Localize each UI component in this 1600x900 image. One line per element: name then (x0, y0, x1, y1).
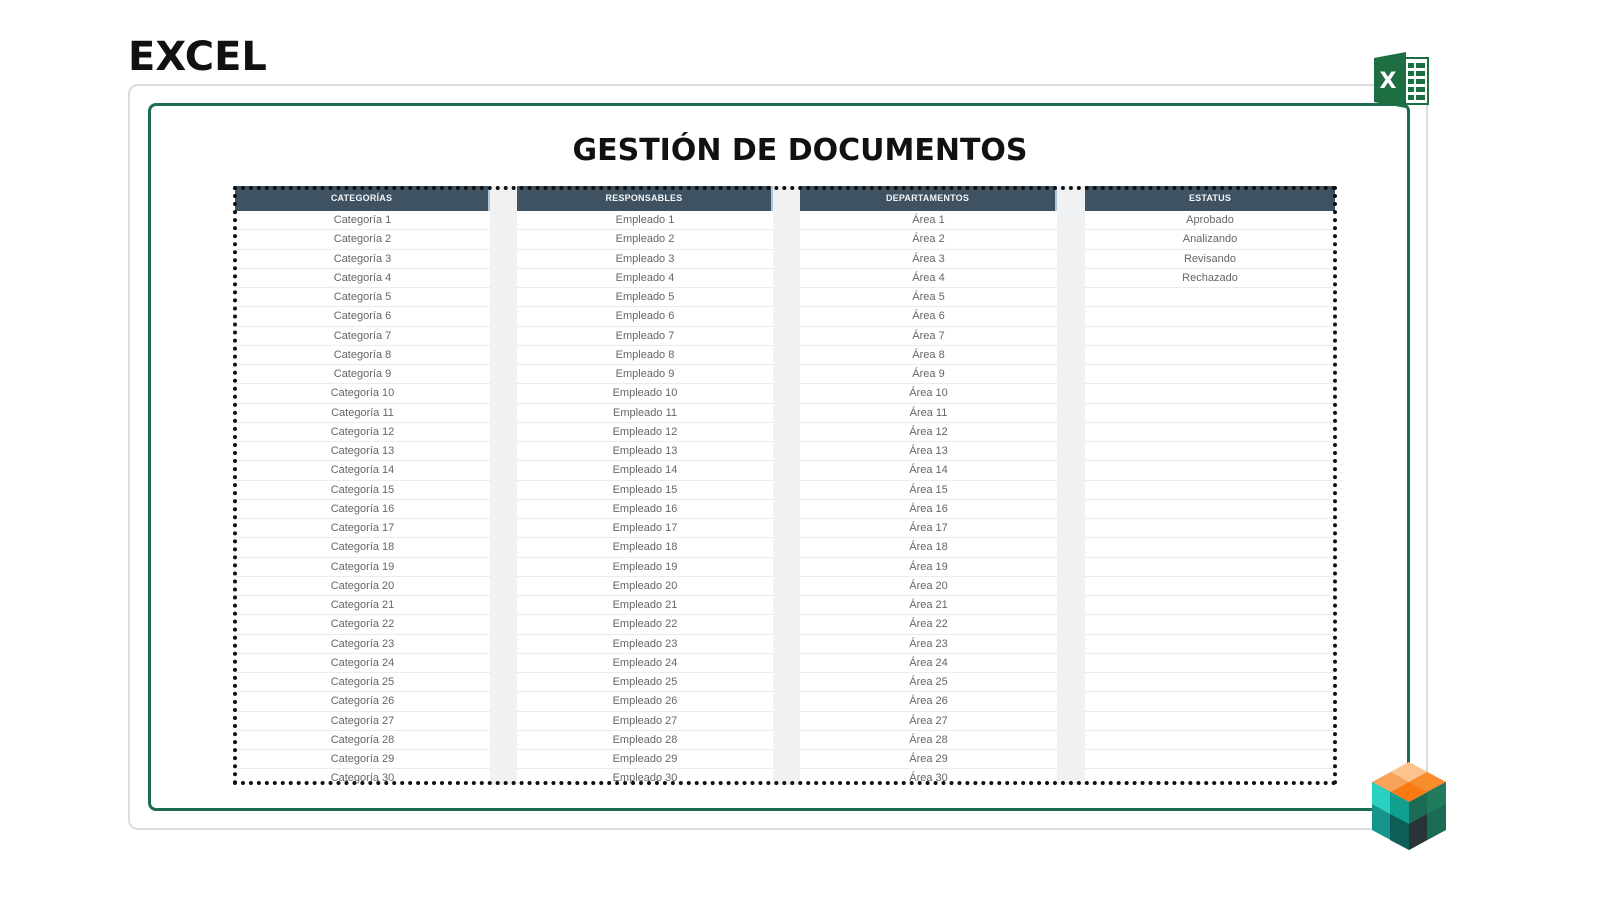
table-cell[interactable]: Área 2 (800, 230, 1057, 249)
table-cell[interactable] (1085, 731, 1335, 750)
table-cell[interactable]: Empleado 30 (517, 769, 773, 785)
table-cell[interactable]: Área 23 (800, 635, 1057, 654)
spreadsheet-table (233, 186, 1337, 785)
table-cell[interactable] (1085, 596, 1335, 615)
table-cell[interactable]: Categoría 17 (235, 519, 490, 538)
table-cell[interactable]: Área 5 (800, 288, 1057, 307)
table-cell[interactable] (1085, 538, 1335, 557)
table-cell[interactable]: Categoría 9 (235, 365, 490, 384)
table-cell[interactable]: Empleado 18 (517, 538, 773, 557)
table-cell[interactable] (1085, 692, 1335, 711)
table-cell[interactable]: Área 18 (800, 538, 1057, 557)
column-gap (773, 186, 800, 785)
table-cell[interactable] (1085, 577, 1335, 596)
table-cell[interactable] (1085, 404, 1335, 423)
table-cell[interactable] (1085, 384, 1335, 403)
column-header[interactable]: DEPARTAMENTOS (800, 186, 1057, 211)
table-cell[interactable] (1085, 769, 1335, 785)
table-cell[interactable]: Categoría 19 (235, 558, 490, 577)
table-cell[interactable]: Categoría 24 (235, 654, 490, 673)
table-cell[interactable]: Área 9 (800, 365, 1057, 384)
table-cell[interactable]: Empleado 3 (517, 250, 773, 269)
table-cell[interactable]: Área 20 (800, 577, 1057, 596)
table-cell[interactable]: Área 27 (800, 712, 1057, 731)
table-cell[interactable]: Área 14 (800, 461, 1057, 480)
table-cell[interactable] (1085, 673, 1335, 692)
table-cell[interactable]: Categoría 16 (235, 500, 490, 519)
table-cell[interactable]: Empleado 26 (517, 692, 773, 711)
table-cell[interactable]: Empleado 9 (517, 365, 773, 384)
table-cell[interactable] (1085, 500, 1335, 519)
table-cell[interactable]: Área 13 (800, 442, 1057, 461)
cube-logo-icon (1372, 762, 1446, 850)
table-cell[interactable] (1085, 461, 1335, 480)
table-cell[interactable]: Categoría 7 (235, 327, 490, 346)
column-header[interactable]: CATEGORÍAS (235, 186, 490, 211)
table-cell[interactable]: Categoría 2 (235, 230, 490, 249)
table-cell[interactable]: Área 25 (800, 673, 1057, 692)
table-cell[interactable]: Categoría 1 (235, 211, 490, 230)
table-cell[interactable] (1085, 442, 1335, 461)
table-cell[interactable]: Área 3 (800, 250, 1057, 269)
table-cell[interactable]: Categoría 29 (235, 750, 490, 769)
column-header[interactable]: RESPONSABLES (517, 186, 773, 211)
table-cell[interactable]: Categoría 14 (235, 461, 490, 480)
table-cell[interactable]: Categoría 26 (235, 692, 490, 711)
table-cell[interactable] (1085, 712, 1335, 731)
table-cell[interactable]: Empleado 28 (517, 731, 773, 750)
table-cell[interactable]: Área 28 (800, 731, 1057, 750)
table-cell[interactable]: Empleado 2 (517, 230, 773, 249)
table-cell[interactable]: Categoría 4 (235, 269, 490, 288)
table-cell[interactable]: Área 15 (800, 481, 1057, 500)
table-cell[interactable]: Empleado 16 (517, 500, 773, 519)
table-cell[interactable]: Categoría 30 (235, 769, 490, 785)
document-title: GESTIÓN DE DOCUMENTOS (572, 133, 1028, 168)
table-cell[interactable]: Área 1 (800, 211, 1057, 230)
table-cell[interactable]: Empleado 6 (517, 307, 773, 326)
table-cell[interactable]: Área 4 (800, 269, 1057, 288)
table-cell[interactable] (1085, 346, 1335, 365)
page-title: EXCEL (128, 34, 267, 80)
table-cell[interactable]: Área 8 (800, 346, 1057, 365)
table-cell[interactable]: Categoría 28 (235, 731, 490, 750)
table-cell[interactable] (1085, 654, 1335, 673)
table-cell[interactable]: Categoría 12 (235, 423, 490, 442)
table-cell[interactable]: Categoría 20 (235, 577, 490, 596)
table-cell[interactable]: Empleado 24 (517, 654, 773, 673)
table-cell[interactable]: Empleado 8 (517, 346, 773, 365)
column-categorias (235, 186, 490, 785)
table-cell[interactable] (1085, 365, 1335, 384)
table-cell[interactable] (1085, 423, 1335, 442)
table-cell[interactable]: Empleado 21 (517, 596, 773, 615)
column-estatus (1085, 186, 1335, 785)
table-cell[interactable]: Categoría 23 (235, 635, 490, 654)
table-cell[interactable]: Empleado 14 (517, 461, 773, 480)
table-cell[interactable]: Empleado 15 (517, 481, 773, 500)
table-cell[interactable]: Área 17 (800, 519, 1057, 538)
table-cell[interactable]: Empleado 29 (517, 750, 773, 769)
table-cell[interactable]: Área 6 (800, 307, 1057, 326)
table-cell[interactable]: Empleado 7 (517, 327, 773, 346)
table-cell[interactable] (1085, 635, 1335, 654)
table-cell[interactable]: Empleado 12 (517, 423, 773, 442)
table-cell[interactable]: Rechazado (1085, 269, 1335, 288)
table-cell[interactable]: Analizando (1085, 230, 1335, 249)
column-departamentos (800, 186, 1057, 785)
table-cell[interactable]: Área 7 (800, 327, 1057, 346)
table-cell[interactable]: Área 12 (800, 423, 1057, 442)
table-cell[interactable]: Empleado 10 (517, 384, 773, 403)
table-cell[interactable]: Empleado 4 (517, 269, 773, 288)
table-cell[interactable]: Aprobado (1085, 211, 1335, 230)
table-cell[interactable]: Empleado 19 (517, 558, 773, 577)
table-cell[interactable]: Categoría 13 (235, 442, 490, 461)
table-cell[interactable] (1085, 750, 1335, 769)
table-cell[interactable] (1085, 307, 1335, 326)
table-cell[interactable]: Área 22 (800, 615, 1057, 634)
table-cell[interactable]: Empleado 23 (517, 635, 773, 654)
table-cell[interactable] (1085, 615, 1335, 634)
table-cell[interactable] (1085, 327, 1335, 346)
table-cell[interactable]: Área 10 (800, 384, 1057, 403)
table-cell[interactable]: Área 21 (800, 596, 1057, 615)
column-header[interactable]: ESTATUS (1085, 186, 1335, 211)
table-cell[interactable]: Categoría 21 (235, 596, 490, 615)
table-cell[interactable]: Categoría 27 (235, 712, 490, 731)
table-cell[interactable]: Categoría 6 (235, 307, 490, 326)
table-cell[interactable]: Categoría 15 (235, 481, 490, 500)
table-cell[interactable]: Categoría 3 (235, 250, 490, 269)
table-cell[interactable]: Área 16 (800, 500, 1057, 519)
svg-text:X: X (1379, 69, 1397, 94)
table-cell[interactable]: Empleado 22 (517, 615, 773, 634)
table-cell[interactable]: Categoría 10 (235, 384, 490, 403)
table-cell[interactable]: Categoría 22 (235, 615, 490, 634)
table-cell[interactable]: Categoría 8 (235, 346, 490, 365)
table-cell[interactable]: Categoría 25 (235, 673, 490, 692)
column-gap (1057, 186, 1085, 785)
table-cell[interactable]: Empleado 27 (517, 712, 773, 731)
column-gap (490, 186, 517, 785)
table-cell[interactable] (1085, 288, 1335, 307)
table-cell[interactable]: Empleado 13 (517, 442, 773, 461)
table-cell[interactable] (1085, 558, 1335, 577)
table-cell[interactable]: Empleado 11 (517, 404, 773, 423)
table-cell[interactable]: Área 29 (800, 750, 1057, 769)
table-cell[interactable]: Área 26 (800, 692, 1057, 711)
table-cell[interactable]: Categoría 18 (235, 538, 490, 557)
column-responsables (517, 186, 773, 785)
table-cell[interactable]: Empleado 17 (517, 519, 773, 538)
excel-logo-icon (1374, 52, 1430, 108)
table-cell[interactable]: Área 11 (800, 404, 1057, 423)
table-cell[interactable]: Área 24 (800, 654, 1057, 673)
table-cell[interactable]: Revisando (1085, 250, 1335, 269)
table-cell[interactable]: Empleado 5 (517, 288, 773, 307)
table-cell[interactable]: Área 30 (800, 769, 1057, 785)
table-cell[interactable] (1085, 519, 1335, 538)
table-cell[interactable]: Empleado 1 (517, 211, 773, 230)
table-cell[interactable]: Empleado 20 (517, 577, 773, 596)
table-cell[interactable]: Área 19 (800, 558, 1057, 577)
table-cell[interactable]: Empleado 25 (517, 673, 773, 692)
table-cell[interactable]: Categoría 11 (235, 404, 490, 423)
table-cell[interactable]: Categoría 5 (235, 288, 490, 307)
table-cell[interactable] (1085, 481, 1335, 500)
